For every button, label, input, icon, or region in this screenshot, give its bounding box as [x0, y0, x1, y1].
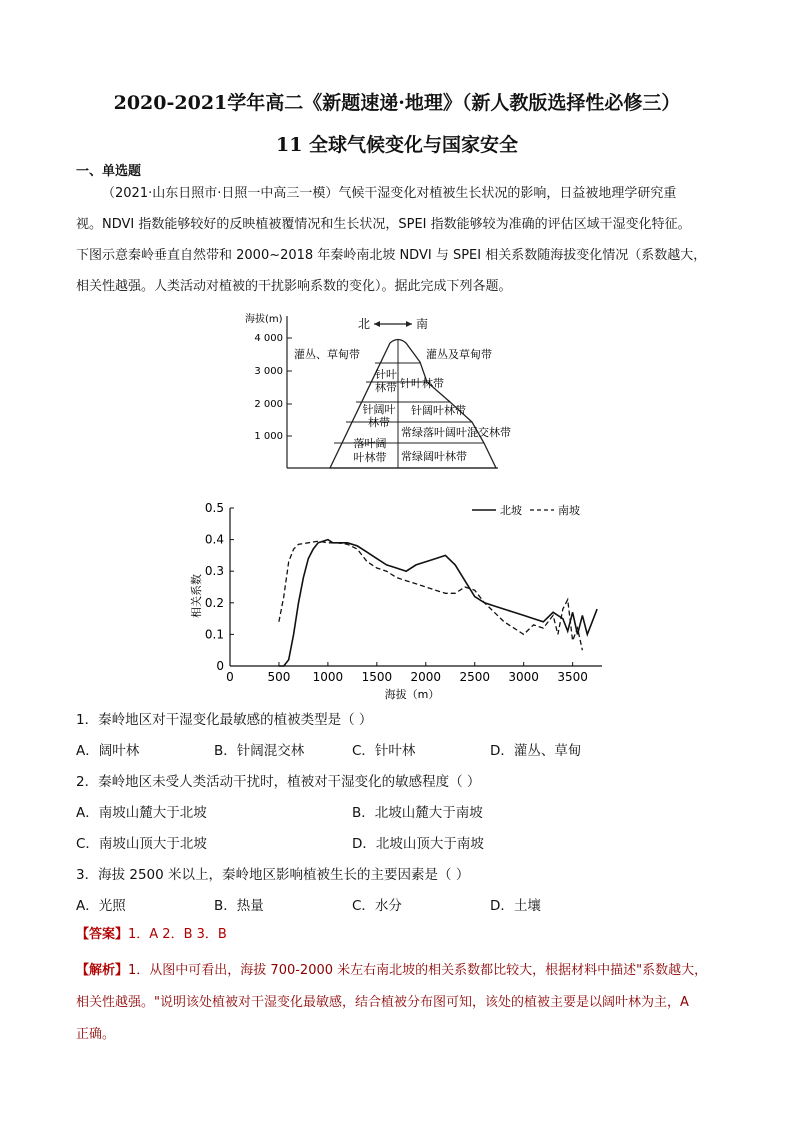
south-zone-conifer: 针叶林带 [400, 377, 444, 390]
q2-option-c[interactable]: C．南坡山顶大于北坡 [76, 836, 207, 852]
zone-y-axis-label: 海拔(m) [245, 314, 283, 325]
q2-option-b[interactable]: B．北坡山麓大于南坡 [352, 805, 483, 821]
x-tick-label: 1500 [361, 670, 393, 684]
q2-option-a[interactable]: A．南坡山麓大于北坡 [76, 805, 207, 821]
series-south-line [279, 541, 583, 650]
section-heading: 一、单选题 [76, 164, 142, 179]
vertical-zone-diagram [240, 306, 540, 476]
answer-line [76, 923, 227, 942]
north-zone-conifer: 林带 [375, 381, 397, 394]
series-north-line [279, 540, 597, 666]
zone-tick-label: 2 000 [254, 399, 283, 410]
y-tick-label: 0 [216, 659, 224, 673]
chapter-title: 11 全球气候变化与国家安全 [275, 134, 519, 156]
y-tick-label: 0.2 [204, 595, 224, 610]
north-zone-deciduous: 叶林带 [353, 451, 387, 464]
north-zone-conifer: 针叶 [375, 368, 397, 381]
south-zone-evergreen-deciduous: 常绿落叶阔叶混交林带 [401, 426, 511, 439]
correlation-chart [188, 496, 618, 702]
y-tick-label: 0.5 [204, 501, 224, 515]
legend-south-label: 南坡 [558, 504, 580, 517]
north-zone-mixed: 林带 [368, 416, 390, 429]
question-3-stem: 3．海拔 2500 米以上，秦岭地区影响植被生长的主要因素是（ ） [76, 867, 470, 883]
north-zone-deciduous: 落叶阔 [353, 437, 387, 450]
q1-option-a[interactable]: A．阔叶林 [76, 743, 140, 759]
x-tick-label: 2500 [459, 670, 491, 684]
explanation-line: 相关性越强。"说明该处植被对干湿变化最敏感，结合植被分布图可知，该处的植被主要是以阔叶林为主，A [76, 995, 689, 1010]
zone-tick-label: 4 000 [254, 333, 283, 344]
explanation-tag: 【解析】 [76, 963, 129, 978]
south-zone-shrub: 灌丛及草甸带 [426, 348, 492, 361]
zone-tick-label: 1 000 [254, 431, 283, 442]
explanation [76, 955, 736, 1051]
q1-option-d[interactable]: D．灌丛、草甸 [490, 743, 582, 759]
legend-north-label: 北坡 [500, 504, 522, 517]
x-tick-label: 3500 [557, 670, 588, 684]
chart-x-axis-label: 海拔（m） [384, 688, 440, 701]
q1-option-c[interactable]: C．针叶林 [352, 743, 416, 759]
y-tick-label: 0.4 [204, 532, 224, 547]
q2-option-d[interactable]: D．北坡山顶大于南坡 [352, 836, 484, 852]
y-tick-label: 0.3 [204, 564, 224, 579]
north-zone-mixed: 针阔叶 [362, 403, 396, 416]
q3-option-c[interactable]: C．水分 [352, 898, 402, 914]
x-tick-label: 0 [226, 670, 234, 684]
intro-line: 相关性越强。人类活动对植被的干扰影响系数的变化）。据此完成下列各题。 [76, 279, 512, 294]
answer-text: 1．A 2．B 3．B [128, 927, 227, 942]
q1-option-b[interactable]: B．针阔混交林 [214, 743, 305, 759]
question-2-stem: 2．秦岭地区未受人类活动干扰时，植被对干湿变化的敏感程度（ ） [76, 774, 481, 790]
explanation-line: 1．从图中可看出，海拔 700-2000 米左右南北坡的相关系数都比较大，根据材料中描述"系数越大， [128, 963, 708, 978]
answer-tag: 【答案】 [76, 927, 129, 942]
x-tick-label: 1000 [312, 670, 344, 684]
intro-line: （2021·山东日照市·日照一中高三一模）气候干湿变化对植被生长状况的影响，日益被地理学研究重 [102, 186, 677, 201]
q3-option-b[interactable]: B．热量 [214, 898, 264, 914]
intro-line: 视。NDVI 指数能够较好的反映植被覆情况和生长状况，SPEI 指数能够较为准确的评估区域干湿变化特征。 [76, 217, 691, 232]
chart-y-axis-label: 相关系数 [190, 574, 203, 618]
question-1-stem: 1．秦岭地区对干湿变化最敏感的植被类型是（ ） [76, 712, 373, 728]
q3-option-a[interactable]: A．光照 [76, 898, 126, 914]
intro-line: 下图示意秦岭垂直自然带和 2000~2018 年秦岭南北坡 NDVI 与 SPEI 相关系数随海拔变化情况（系数越大， [76, 248, 707, 263]
x-tick-label: 3000 [508, 670, 539, 684]
north-zone-shrub: 灌丛、草甸带 [294, 348, 360, 361]
y-tick-label: 0.1 [204, 627, 224, 642]
x-tick-label: 2000 [410, 670, 442, 684]
explanation-line: 正确。 [76, 1027, 116, 1042]
south-zone-evergreen: 常绿阔叶林带 [401, 450, 467, 463]
intro-paragraph [76, 178, 736, 302]
x-tick-label: 500 [267, 670, 291, 684]
south-zone-mixed: 针阔叶林带 [411, 404, 466, 417]
q3-option-d[interactable]: D．土壤 [490, 898, 541, 914]
north-label: 北 [358, 317, 371, 331]
zone-tick-label: 3 000 [254, 366, 283, 377]
south-label: 南 [416, 317, 429, 331]
document-title: 2020-2021学年高二《新题速递·地理》（新人教版选择性必修三） [113, 92, 681, 114]
